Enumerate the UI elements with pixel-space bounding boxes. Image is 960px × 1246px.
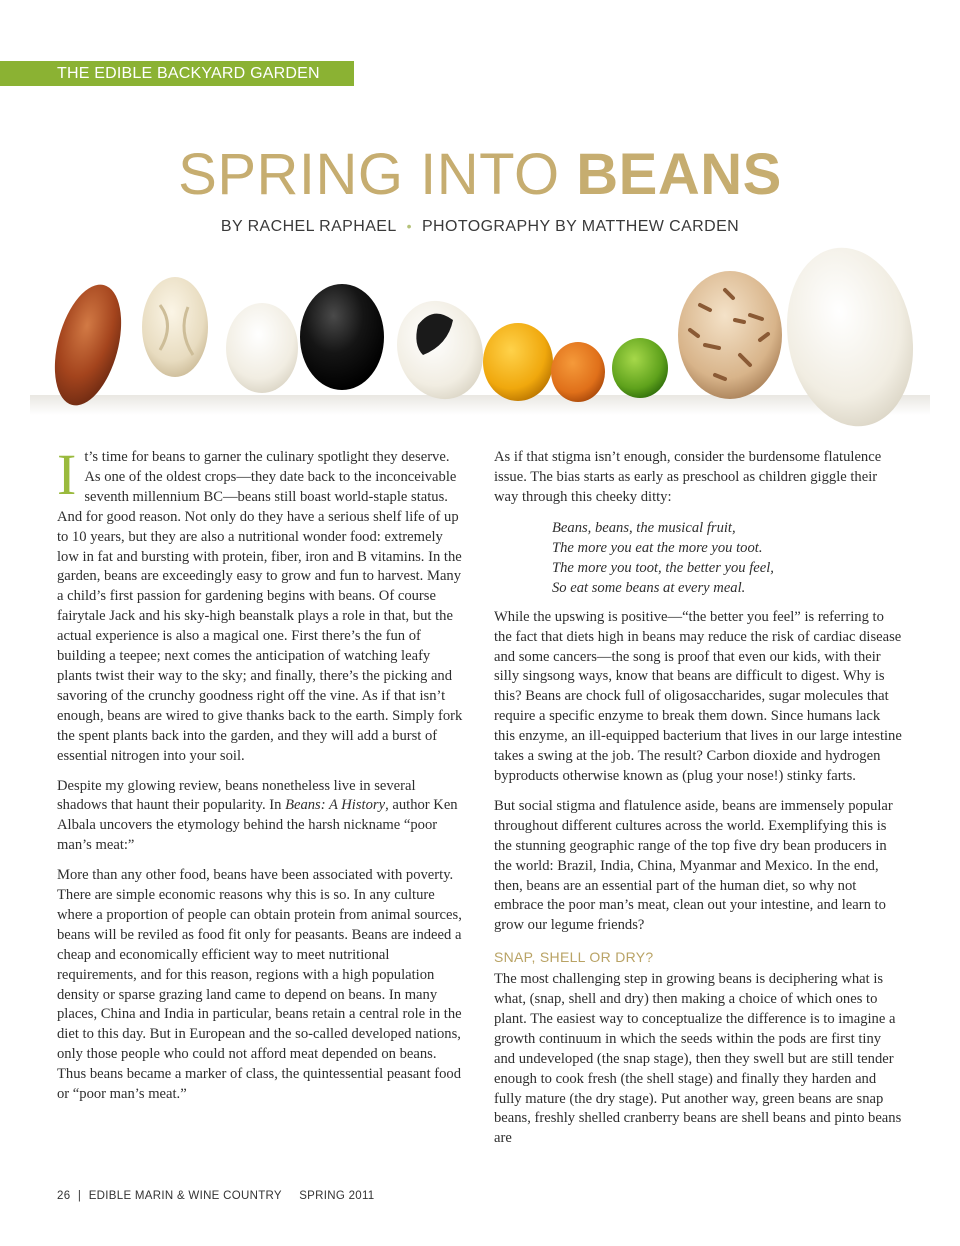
article-column-left — [57, 442, 467, 1115]
article-paragraph — [57, 777, 467, 857]
red-kidney-bean — [43, 277, 133, 412]
yellow-bean — [483, 323, 553, 401]
book-title: Beans: A History — [285, 797, 386, 814]
page-footer — [57, 1190, 375, 1202]
page-title — [0, 140, 960, 210]
article-quote: More than any other food, beans have been associated with poverty. There are simple economic reasons why this is so. In any culture where a proportion of people can obtain protein from animal sources, beans will be reviled as food fit only for peasants. Beans are indeed a cheap and economically efficient way to meet nutritional requirements, and for this reason, regions with a high population density or sparse grazing land came to depend on beans. In many places, China and India in particular, beans retain a central role in the diet to this day. But in European and the so-called developed nations, only those people who could not afford meat depended on beans. Thus beans became a marker of class, the quintessential peasant food or “poor man’s meat.” — [57, 867, 462, 1103]
article-paragraph: But social stigma and flatulence aside, beans are immensely popular throughout different cultures across the world. Exemplifying this is the stunning geographic range of the top five dry bean producers in the world: Brazil, India, China, Myanmar and Mexico. In the end, then, beans are an essential part of the human diet, so why not embrace the poor man’s meat, clean out your intestine, and learn to grow our legume friends? — [494, 797, 893, 934]
issue-date: SPRING 2011 — [299, 1190, 375, 1202]
green-pea — [612, 338, 668, 398]
paragraph-text: t’s time for beans to garner the culinary spotlight they deserve. As one of the oldest crops—they date back to the inconceivable seventh millennium BC—beans still boast world-staple status. And for good reason. Not only do they have a serious shelf life of up to 10 years, but they are also a nutritional wonder food: extremely low in fat and bursting with protein, fiber, iron and B vitamins. In the garden, beans are exceedingly easy to grow and fun to harvest. Many a child’s first passion for gardening begins with beans. Of course fairytale Jack and his sky-high beanstalk plays a role in that, but the actual experience is also a magical one. First there’s the fun of building a teepee; next comes the anticipation of watching leafy plants twist their way to the sky; and finally, there’s the picking and savoring of the crunchy goodness right off the vine. As if that isn’t enough, beans are wired to give thanks back to the earth. Simply fork the spent plants back into the garden, and they will add a burst of essential nitrogen into your soil. — [57, 449, 463, 764]
byline-photographer: PHOTOGRAPHY BY MATTHEW CARDEN — [421, 218, 740, 235]
cream-bean — [142, 277, 208, 377]
byline-author: BY RACHEL RAPHAEL — [220, 218, 397, 235]
page-number: 26 — [57, 1190, 71, 1202]
title-bold: BEANS — [576, 142, 782, 207]
poem-line: The more you toot, the better you feel, — [552, 559, 774, 576]
drop-cap: I — [57, 442, 77, 507]
article-paragraph — [57, 442, 467, 767]
publication-name: EDIBLE MARIN & WINE COUNTRY — [88, 1190, 282, 1202]
article-column-right — [494, 448, 904, 1159]
article-paragraph: The most challenging step in growing beans is deciphering what is what, (snap, shell and dry) then making a choice of which ones to plant. The easiest way to conceptualize the difference is to imagine a growth continuum in which the seeds within the pods are first tiny and undeveloped (the snap stage), then they swell but are still tender enough to cook fresh (the shell stage) and finally they harden and fully mature (the dry stage). Put another way, green beans are snap beans, freshly shelled cranberry beans are shell beans and pinto beans are — [494, 971, 902, 1147]
poem-line: The more you eat the more you toot. — [552, 539, 763, 556]
beans-photo — [0, 245, 960, 445]
poem-line: So eat some beans at every meal. — [552, 579, 746, 596]
photo-shadow — [30, 395, 930, 415]
black-eyed-pea — [383, 289, 496, 412]
article-paragraph: As if that stigma isn’t enough, consider the burdensome flatulence issue. The bias starts as early as preschool as children giggle their way through this cheeky ditty: — [494, 449, 882, 505]
section-subheading: SNAP, SHELL OR DRY? — [494, 949, 654, 966]
black-bean — [300, 284, 384, 390]
title-light: SPRING INTO — [178, 142, 577, 207]
section-label: THE EDIBLE BACKYARD GARDEN — [0, 61, 354, 86]
article-paragraph: While the upswing is positive—“the better you feel” is referring to the fact that diets high in beans may reduce the risk of cardiac disease and some cancers—the song is proof that even our kids, with their silly singsong ways, know that beans are difficult to digest. Why is this? Beans are chock full of oligosaccharides, sugar molecules that require a specific enzyme to break them down. Since humans lack this enzyme, an ill-equipped bacterium that lives in our large intestine takes a swing at the job. The result? Carbon dioxide and hydrogen byproducts otherwise known as (plug your nose!) stinky farts. — [494, 608, 902, 784]
byline — [0, 218, 960, 236]
footer-separator: | — [77, 1190, 82, 1202]
poem — [552, 518, 904, 598]
white-bean — [226, 303, 298, 393]
paragraph-text: , author Ken Albala uncovers the etymology behind the harsh nickname “poor man’s meat:” — [57, 797, 458, 854]
paragraph-text: Despite my glowing review, beans nonetheless live in several shadows that haunt their popularity. In — [57, 777, 416, 814]
poem-line: Beans, beans, the musical fruit, — [552, 519, 736, 536]
orange-lentil — [551, 342, 605, 402]
byline-separator: • — [406, 218, 412, 234]
